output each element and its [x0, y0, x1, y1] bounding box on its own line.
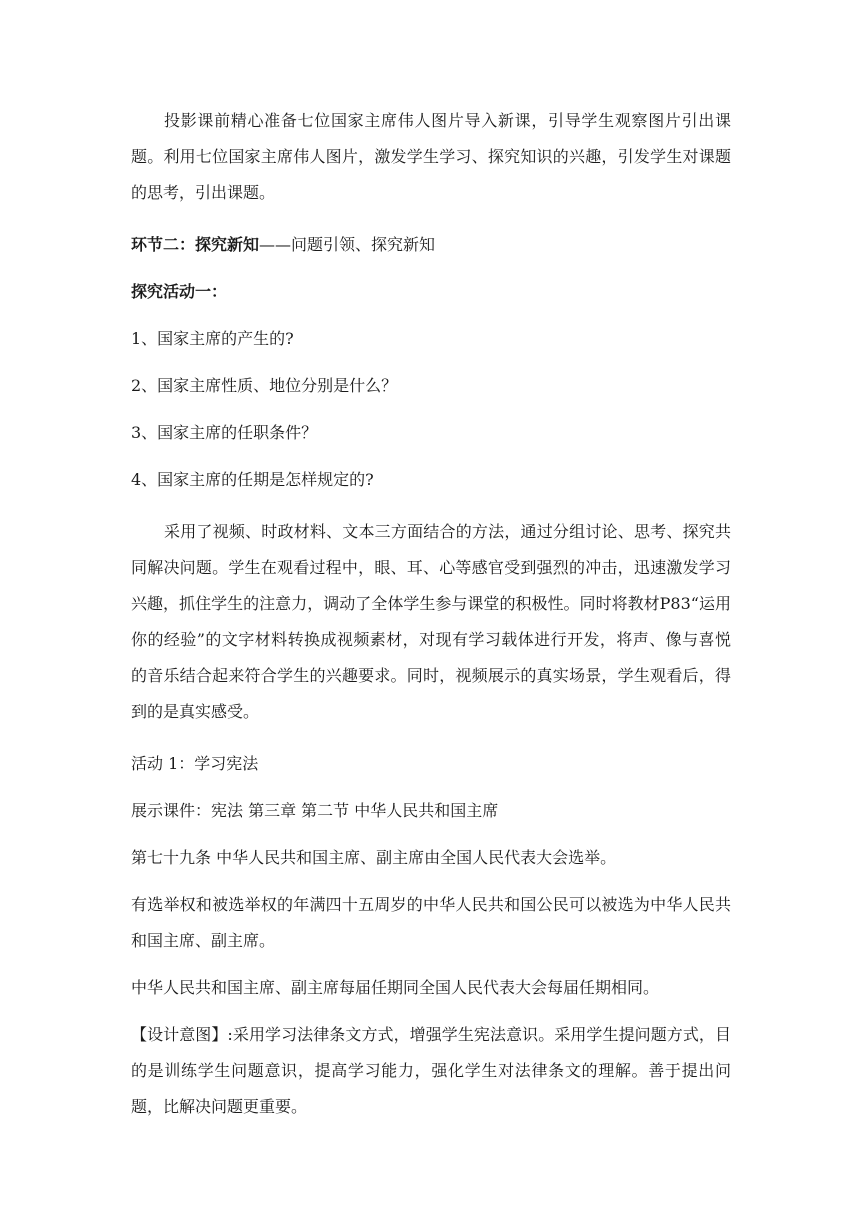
section-heading-rest: ——问题引领、探究新知 — [259, 235, 436, 254]
question-item: 2、国家主席性质、地位分别是什么？ — [131, 376, 398, 395]
eligibility-paragraph: 有选举权和被选举权的年满四十五周岁的中华人民共和国公民可以被选为中华人民共和国主席、副主席。 — [131, 895, 731, 950]
intro-paragraph: 投影课前精心准备七位国家主席伟人图片导入新课，引导学生观察图片引出课题。利用七位国家主席伟人图片，激发学生学习、探究知识的兴趣，引发学生对课题的思考，引出课题。 — [131, 111, 731, 202]
article-79: 第七十九条 中华人民共和国主席、副主席由全国人民代表大会选举。 — [131, 848, 617, 867]
document-page — [131, 103, 731, 1125]
courseware-line: 展示课件：宪法 第三章 第二节 中华人民共和国主席 — [131, 801, 499, 820]
design-intent-paragraph: 【设计意图】:采用学习法律条文方式，增强学生宪法意识。采用学生提问题方式，目的是训练学生问题意识，提高学习能力，强化学生对法律条文的理解。善于提出问题，比解决问题更重要。 — [131, 1025, 731, 1116]
activity-label: 活动 1：学习宪法 — [131, 754, 259, 773]
method-paragraph: 采用了视频、时政材料、文本三方面结合的方法，通过分组讨论、思考、探究共同解决问题。学生在观看过程中，眼、耳、心等感官受到强烈的冲击，迅速激发学习兴趣，抓住学生的注意力，调动了全体学生参与课堂的积极性。同时将教材P83“运用你的经验”的文字材料转换成视频素材，对现有学习载体进行开发，将声、像与喜悦的音乐结合起来符合学生的兴趣要求。同时，视频展示的真实场景，学生观看后，得到的是真实感受。 — [131, 522, 731, 721]
activity-one-title: 探究活动一： — [131, 282, 228, 301]
question-item: 3、国家主席的任职条件？ — [131, 423, 318, 442]
section-heading-bold: 环节二：探究新知 — [131, 235, 260, 254]
question-item: 4、国家主席的任期是怎样规定的? — [131, 470, 374, 489]
section-heading — [131, 227, 731, 263]
term-paragraph: 中华人民共和国主席、副主席每届任期同全国人民代表大会每届任期相同。 — [131, 978, 660, 997]
question-item: 1、国家主席的产生的? — [131, 329, 294, 348]
